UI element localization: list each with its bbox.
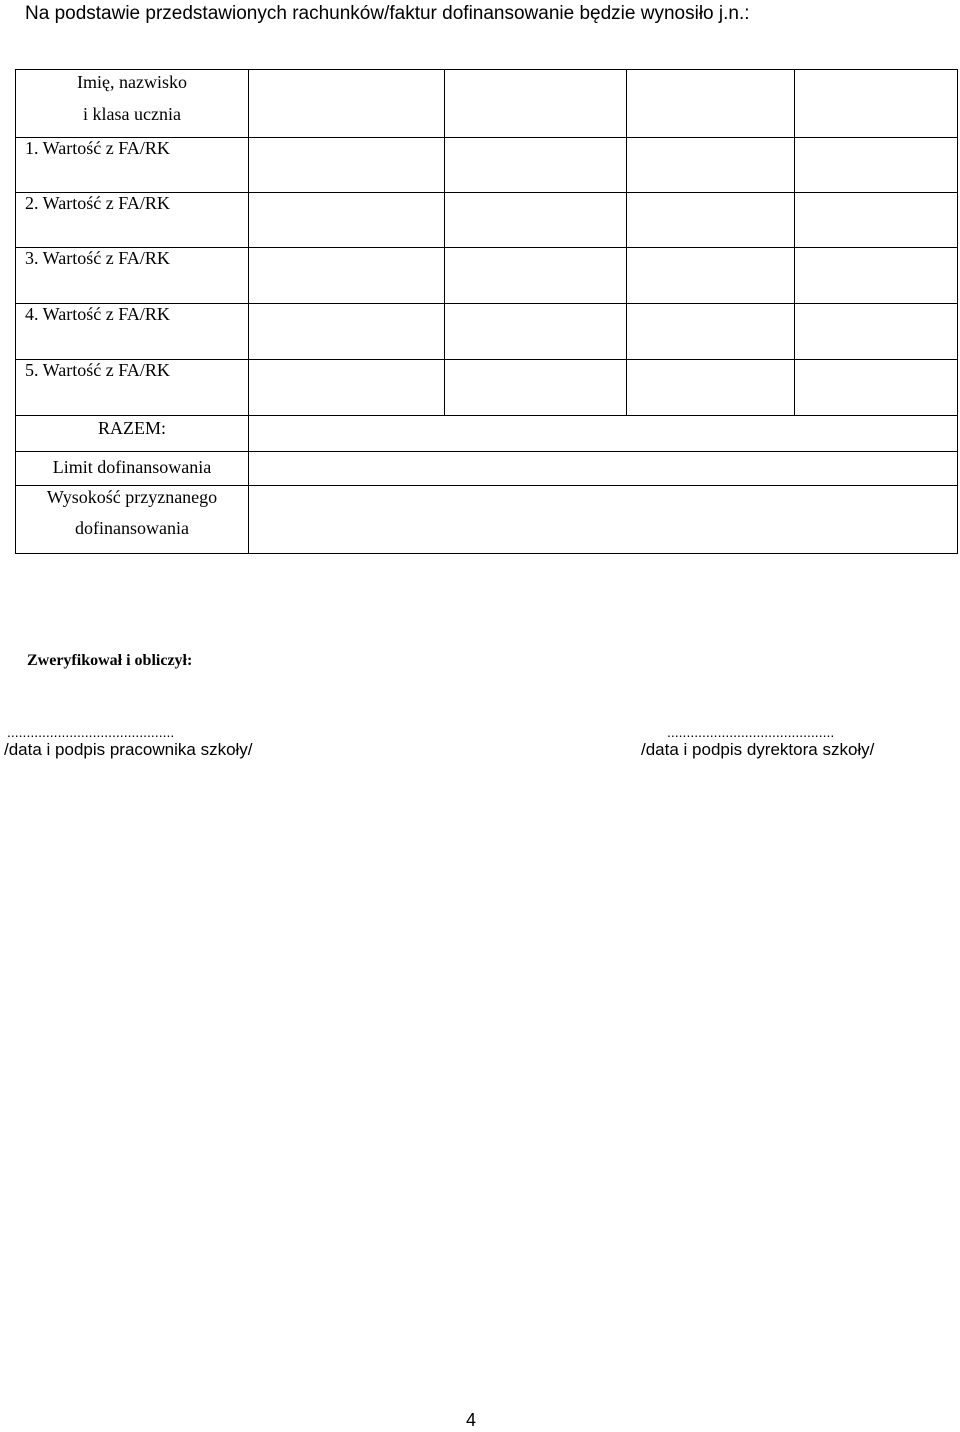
page-heading: Na podstawie przedstawionych rachunków/faktur dofinansowanie będzie wynosiło j.n.: xyxy=(25,3,750,24)
table-row-total xyxy=(16,416,958,452)
value-cell[interactable] xyxy=(627,138,795,193)
value-cell[interactable] xyxy=(249,360,445,416)
row-label-cell xyxy=(16,304,249,360)
row-label-cell xyxy=(16,193,249,248)
header-line-1: Imię, nazwisko xyxy=(77,72,187,92)
value-cell[interactable] xyxy=(795,193,958,248)
row-label: 5. Wartość z FA/RK xyxy=(25,360,170,380)
value-cell[interactable] xyxy=(445,304,627,360)
granted-label-cell xyxy=(16,486,249,554)
value-cell[interactable] xyxy=(627,304,795,360)
table-row xyxy=(16,138,958,193)
value-cell[interactable] xyxy=(795,138,958,193)
limit-value-cell[interactable] xyxy=(249,452,958,486)
granted-value-cell[interactable] xyxy=(249,486,958,554)
table-row xyxy=(16,248,958,304)
header-cell xyxy=(16,70,249,138)
value-cell[interactable] xyxy=(445,360,627,416)
value-cell[interactable] xyxy=(795,304,958,360)
table-row-granted xyxy=(16,486,958,554)
value-cell[interactable] xyxy=(445,193,627,248)
value-cell[interactable] xyxy=(249,138,445,193)
student-3-cell[interactable] xyxy=(627,70,795,138)
row-label: 2. Wartość z FA/RK xyxy=(25,193,170,213)
value-cell[interactable] xyxy=(445,138,627,193)
row-label-cell xyxy=(16,248,249,304)
table-row xyxy=(16,193,958,248)
header-line-2: i klasa ucznia xyxy=(83,104,181,124)
student-2-cell[interactable] xyxy=(445,70,627,138)
value-cell[interactable] xyxy=(795,248,958,304)
row-label: 3. Wartość z FA/RK xyxy=(25,248,170,268)
value-cell[interactable] xyxy=(627,248,795,304)
total-value-cell[interactable] xyxy=(249,416,958,452)
total-label: RAZEM: xyxy=(97,418,166,438)
granted-label-line-1: Wysokość przyznanego xyxy=(46,487,218,507)
table-row xyxy=(16,304,958,360)
granted-label-line-2: dofinansowania xyxy=(75,518,189,538)
signature-line-right: ........................................... xyxy=(667,724,835,740)
row-label-cell xyxy=(16,360,249,416)
value-cell[interactable] xyxy=(249,304,445,360)
page-number: 4 xyxy=(466,1410,477,1430)
student-1-cell[interactable] xyxy=(249,70,445,138)
verifier-label: Zweryfikował i obliczył: xyxy=(27,652,193,669)
table-row-header xyxy=(16,70,958,138)
table-row-limit xyxy=(16,452,958,486)
signature-line-left: ........................................... xyxy=(7,724,175,740)
signature-caption-right: /data i podpis dyrektora szkoły/ xyxy=(641,740,875,759)
row-label: 1. Wartość z FA/RK xyxy=(25,138,170,158)
total-label-cell xyxy=(16,416,249,452)
table-row xyxy=(16,360,958,416)
value-cell[interactable] xyxy=(627,360,795,416)
student-4-cell[interactable] xyxy=(795,70,958,138)
signature-caption-left: /data i podpis pracownika szkoły/ xyxy=(4,740,253,759)
limit-label-cell xyxy=(16,452,249,486)
value-cell[interactable] xyxy=(795,360,958,416)
funding-table xyxy=(15,69,958,554)
value-cell[interactable] xyxy=(249,193,445,248)
value-cell[interactable] xyxy=(445,248,627,304)
value-cell[interactable] xyxy=(249,248,445,304)
row-label-cell xyxy=(16,138,249,193)
value-cell[interactable] xyxy=(627,193,795,248)
row-label: 4. Wartość z FA/RK xyxy=(25,304,170,324)
limit-label: Limit dofinansowania xyxy=(52,457,212,477)
